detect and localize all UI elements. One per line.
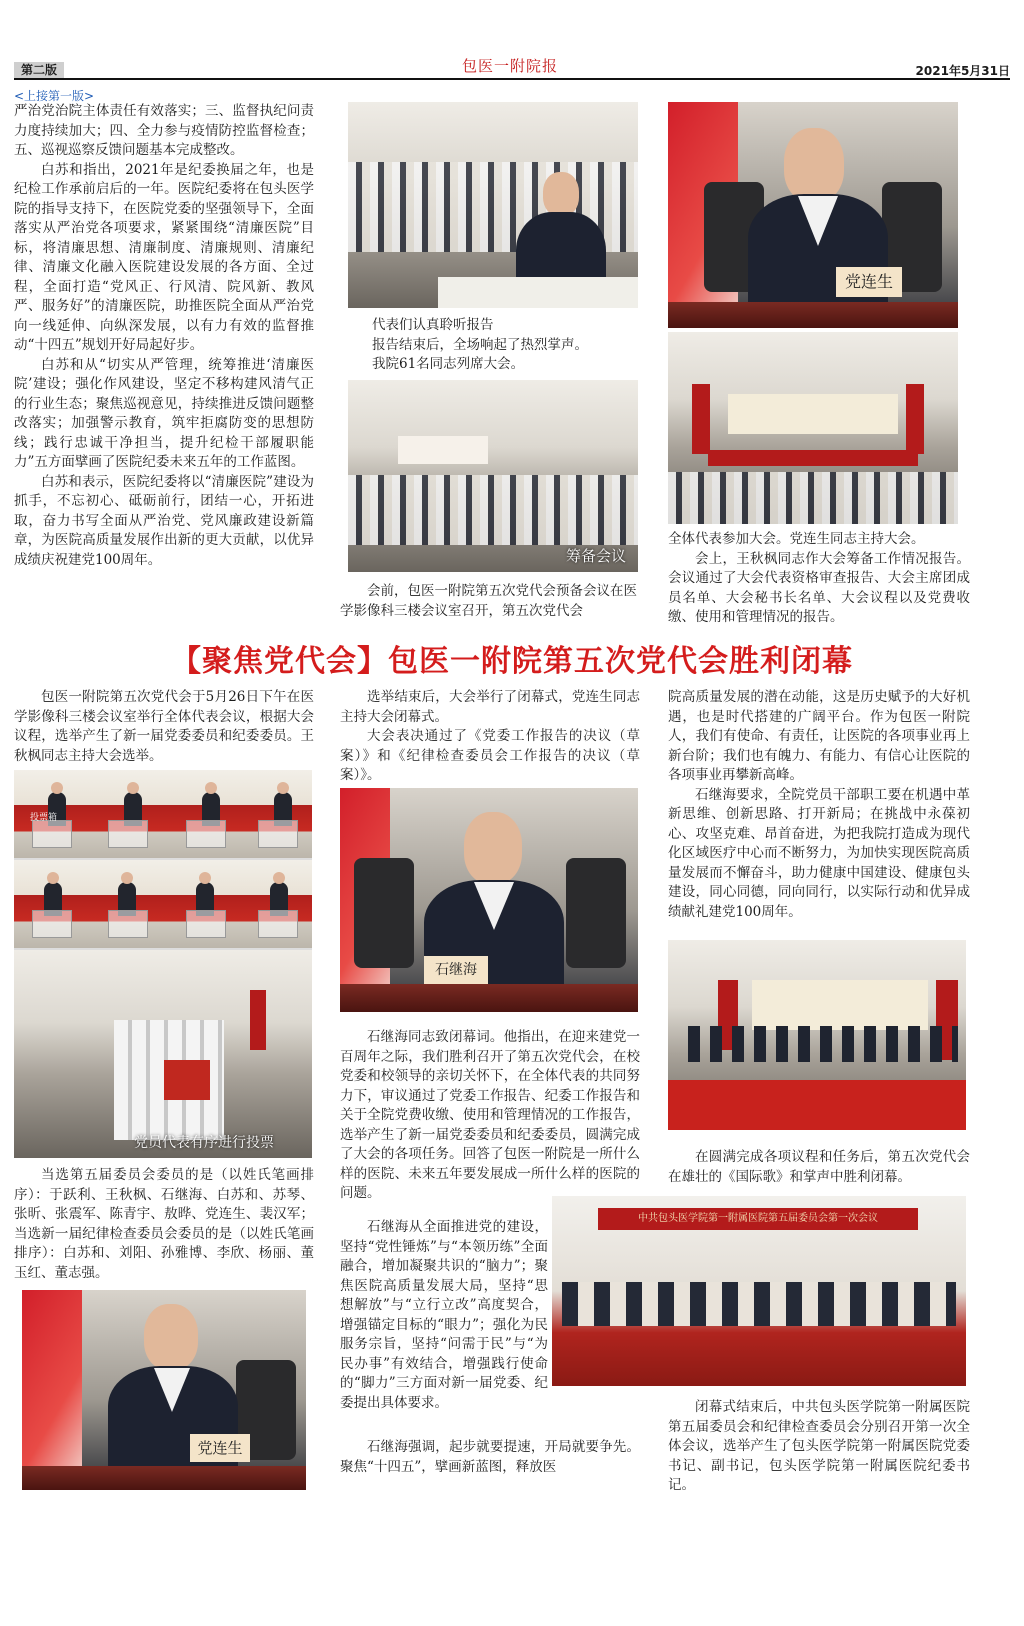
photo-desk: [668, 302, 958, 328]
article-paragraph: 石继海同志致闭幕词。他指出，在迎来建党一百周年之际，我们胜利召开了第五次党代会，在校党委和校领导的亲切关怀下，在全体代表的共同努力下，审议通过了党委工作报告、纪委工作报告和关于全院党费收缴、使用和管理情况的工作报告，选举产生了新一届党委委员和纪委委员，圆满完成了大会的各项任务。回答了包医一附院是一所什么样的医院、未来五年要发展成一所什么样的医院的问题。: [340, 1029, 640, 1201]
photo-voting-collage: [14, 770, 312, 1158]
photo-stage-banner: [398, 436, 488, 464]
photo-preparatory-meeting: [348, 380, 638, 572]
article-paragraph: 白苏和指出，2021年是纪委换届之年，也是纪检工作承前启后的一年。医院纪委将在包头医学院的指导支持下，在医院党委的坚强领导下，全面落实从严治党各项要求，紧紧围绕“清廉医院”目标，将清廉思想、清廉制度、清廉规则、清廉纪律、清廉文化融入医院建设发展的各方面、全过程，全面打造“党风正、行风清、院风新、教风严、服务好”的清廉医院，助推医院全面从严治党向一线延伸、向纵深发展，以有力有效的监督推动“十四五”规划开好局起好步。: [14, 161, 314, 353]
page-number-label: 第二版: [14, 62, 64, 78]
ballot-box-label: 投票箱: [30, 813, 58, 823]
photo-ballot-box-red: [164, 1060, 210, 1100]
bottom-right-text: [668, 688, 970, 922]
photo-desk: [22, 1466, 306, 1490]
main-headline: 【聚焦党代会】包医一附院第五次党代会胜利闭幕: [171, 644, 853, 679]
ballot-box: [32, 820, 72, 848]
photo-audience-rows: [668, 472, 958, 524]
photo-closing-ceremony: [668, 940, 966, 1130]
photo-vote-row-2: [14, 860, 312, 948]
photo-desk: [340, 984, 638, 1012]
photo-label-voting: 党员代表有序进行投票: [134, 1135, 274, 1151]
presider-head: [784, 128, 844, 202]
ballot-box: [108, 820, 148, 848]
bottom-left-elected-list: [14, 1166, 314, 1283]
caption-line: 在圆满完成各项议程和任务后，第五次党代会在雄壮的《国际歌》和掌声中胜利闭幕。: [668, 1149, 970, 1185]
caption-line: 会上，王秋枫同志作大会筹备工作情况报告。会议通过了大会代表资格审查报告、大会主席团成员名单、大会秘书长名单、大会议程以及党费收缴、使用和管理情况的报告。: [668, 550, 970, 625]
photo-red-backdrop: [22, 1290, 82, 1490]
photo-side-banner: [250, 990, 266, 1050]
speaker-head: [464, 812, 522, 884]
caption-first-plenary: [668, 1398, 970, 1496]
voter-face: [277, 782, 289, 794]
photo-chair: [354, 858, 414, 968]
continued-from-label: <上接第一版>: [14, 89, 95, 103]
voter-face: [51, 782, 63, 794]
voter-face: [127, 782, 139, 794]
article-paragraph: 石继海从全面推进党的建设，坚持“党性锤炼”与“本领历练”全面融合，增加凝聚共识的“脑力”；聚焦医院高质量发展大局，坚持“思想解放”与“立行立改”高度契合，增强锚定目标的“眼力”；强化为民服务宗旨，坚持“问需于民”与“为民办事”有效结合，增强践行使命的“脚力”三方面对新一届党委、纪委提出具体要求。: [340, 1219, 548, 1411]
ballot-box: [258, 910, 298, 938]
issue-date: 2021年5月31日: [915, 64, 1010, 78]
name-plate: 党连生: [836, 267, 902, 297]
top-left-article-column: [14, 102, 314, 570]
bottom-mid-top-text: [340, 688, 640, 786]
article-paragraph: 石继海要求，全院党员干部职工要在机遇中革新思维、创新思路、打开新局；在挑战中永葆初心、攻坚克难、昂首奋进，为把我院打造成为现代化区域医疗中心而不断努力，为加快实现医院高质量发展而不懈奋斗，助力健康中国建设、健康包头建设，同心同德，同向同行，以实际行动和优异成绩献礼建党100周年。: [668, 786, 970, 920]
caption-delegates: [372, 316, 638, 375]
photo-red-carpet: [668, 1080, 966, 1130]
header-divider: [14, 78, 1010, 80]
ballot-box: [32, 910, 72, 938]
article-paragraph: 白苏和表示，医院纪委将以“清廉医院”建设为抓手，不忘初心、砥砺前行，团结一心，开拓进取，奋力书写全面从严治党、党风廉政建设新篇章，为医院高质量发展作出新的更大贡献，以优异成绩庆祝建党100周年。: [14, 473, 314, 568]
article-paragraph: 院高质量发展的潜在动能，这是历史赋予的大好机遇，也是时代搭建的广阔平台。作为包医一附院人，我们有使命、有责任，让医院的各项事业再上新台阶；我们也有魄力、有能力、有信心让医院的各项事业再攀新高峰。: [668, 689, 970, 783]
voter-face: [121, 872, 133, 884]
photo-seated-committee: [562, 1282, 956, 1326]
photo-chair: [566, 858, 626, 968]
caption-line: 我院61名同志列席大会。: [372, 356, 525, 372]
article-paragraph: 大会表决通过了《党委工作报告的决议（草案）》和《纪律检查委员会工作报告的决议（草案）》。: [340, 728, 640, 783]
presider-head: [144, 1304, 198, 1370]
name-plate: 石继海: [424, 956, 488, 984]
voter-face: [273, 872, 285, 884]
delegate-head: [543, 172, 579, 216]
caption-line: 报告结束后，全场响起了热烈掌声。: [372, 336, 588, 353]
article-paragraph: 选举结束后，大会举行了闭幕式，党连生同志主持大会闭幕式。: [340, 689, 640, 725]
ballot-box: [258, 820, 298, 848]
ballot-box: [186, 910, 226, 938]
voter-face: [47, 872, 59, 884]
photo-vote-queue: [14, 950, 312, 1158]
caption-preparatory: [340, 582, 638, 621]
ballot-box: [108, 910, 148, 938]
photo-side-banner: [692, 384, 710, 454]
photo-stage: [752, 980, 928, 1030]
photo-shi-jihai-speech: [340, 788, 638, 1012]
photo-label-preparatory: 筹备会议: [565, 547, 626, 565]
article-paragraph: 包医一附院第五次党代会于5月26日下午在医学影像科三楼会议室举行全体代表会议，根据大会议程，选举产生了新一届党委委员和纪委委员。王秋枫同志主持大会选举。: [14, 689, 314, 764]
ballot-box: [186, 820, 226, 848]
bottom-mid-emphasis-text: [340, 1438, 640, 1477]
photo-desk: [438, 277, 638, 308]
photo-vote-row-1: [14, 770, 312, 858]
caption-closing: [668, 1148, 970, 1187]
caption-line: 会前，包医一附院第五次党代会预备会议在医学影像科三楼会议室召开，第五次党代会: [340, 583, 637, 619]
caption-line: 闭幕式结束后，中共包头医学院第一附属医院第五届委员会和纪律检查委员会分别召开第一次全体会议，选举产生了包头医学院第一附属医院党委书记、副书记，包头医学院第一附属医院纪委书记。: [668, 1399, 970, 1493]
photo-dang-liansheng-closing: [22, 1290, 306, 1490]
photo-first-plenary: [552, 1196, 966, 1386]
voter-face: [205, 782, 217, 794]
photo-full-assembly: [668, 332, 958, 524]
caption-line: 代表们认真聆听报告: [372, 317, 494, 333]
caption-line: 全体代表参加大会。党连生同志主持大会。: [668, 531, 925, 547]
article-paragraph: 石继海强调，起步就要提速，开局就要争先。聚焦“十四五”，擘画新蓝图，释放医: [340, 1439, 640, 1475]
photo-audience-rows: [348, 475, 638, 545]
article-paragraph: 当选第五届委员会委员的是（以姓氏笔画排序）：于跃利、王秋枫、石继海、白苏和、苏琴、张昕、张震军、陈青宇、敖晔、党连生、裴汉军；当选新一届纪律检查委员会委员的是（以姓氏笔画排序）：白苏和、刘阳、孙雅博、李欣、杨丽、董玉红、董志强。: [14, 1167, 314, 1281]
photo-standing-officials: [688, 1026, 958, 1062]
bottom-mid-requirements-text: [340, 1218, 548, 1413]
bottom-left-intro: [14, 688, 314, 766]
photo-side-banner: [906, 384, 924, 454]
article-paragraph: 白苏和从“切实从严管理，统筹推进‘清廉医院’建设；强化作风建设，坚定不移构建风清气正的行业生态；聚焦巡视意见，持续推进反馈问题整改落实；加强警示教育，筑牢拒腐防变的思想防线；践行忠诚干净担当，提升纪检干部履职能力”五方面擘画了医院纪委未来五年的工作蓝图。: [14, 356, 314, 470]
photo-dang-liansheng-presiding: [668, 102, 958, 328]
voter-face: [199, 872, 211, 884]
photo-stage: [728, 394, 898, 434]
newspaper-title: 包医一附院报: [461, 57, 558, 75]
photo-stage-table: [708, 450, 918, 466]
caption-full-assembly: [668, 530, 970, 628]
bottom-mid-speech-text: [340, 1028, 640, 1204]
photo-delegates-listening: [348, 102, 638, 308]
name-plate: 党连生: [190, 1434, 250, 1462]
article-paragraph: 严治党治院主体责任有效落实；三、监督执纪问责力度持续加大；四、全力参与疫情防控监督检查；五、巡视巡察反馈问题基本完成整改。: [14, 103, 314, 158]
photo-meeting-banner: 中共包头医学院第一附属医院第五届委员会第一次会议: [598, 1208, 918, 1230]
